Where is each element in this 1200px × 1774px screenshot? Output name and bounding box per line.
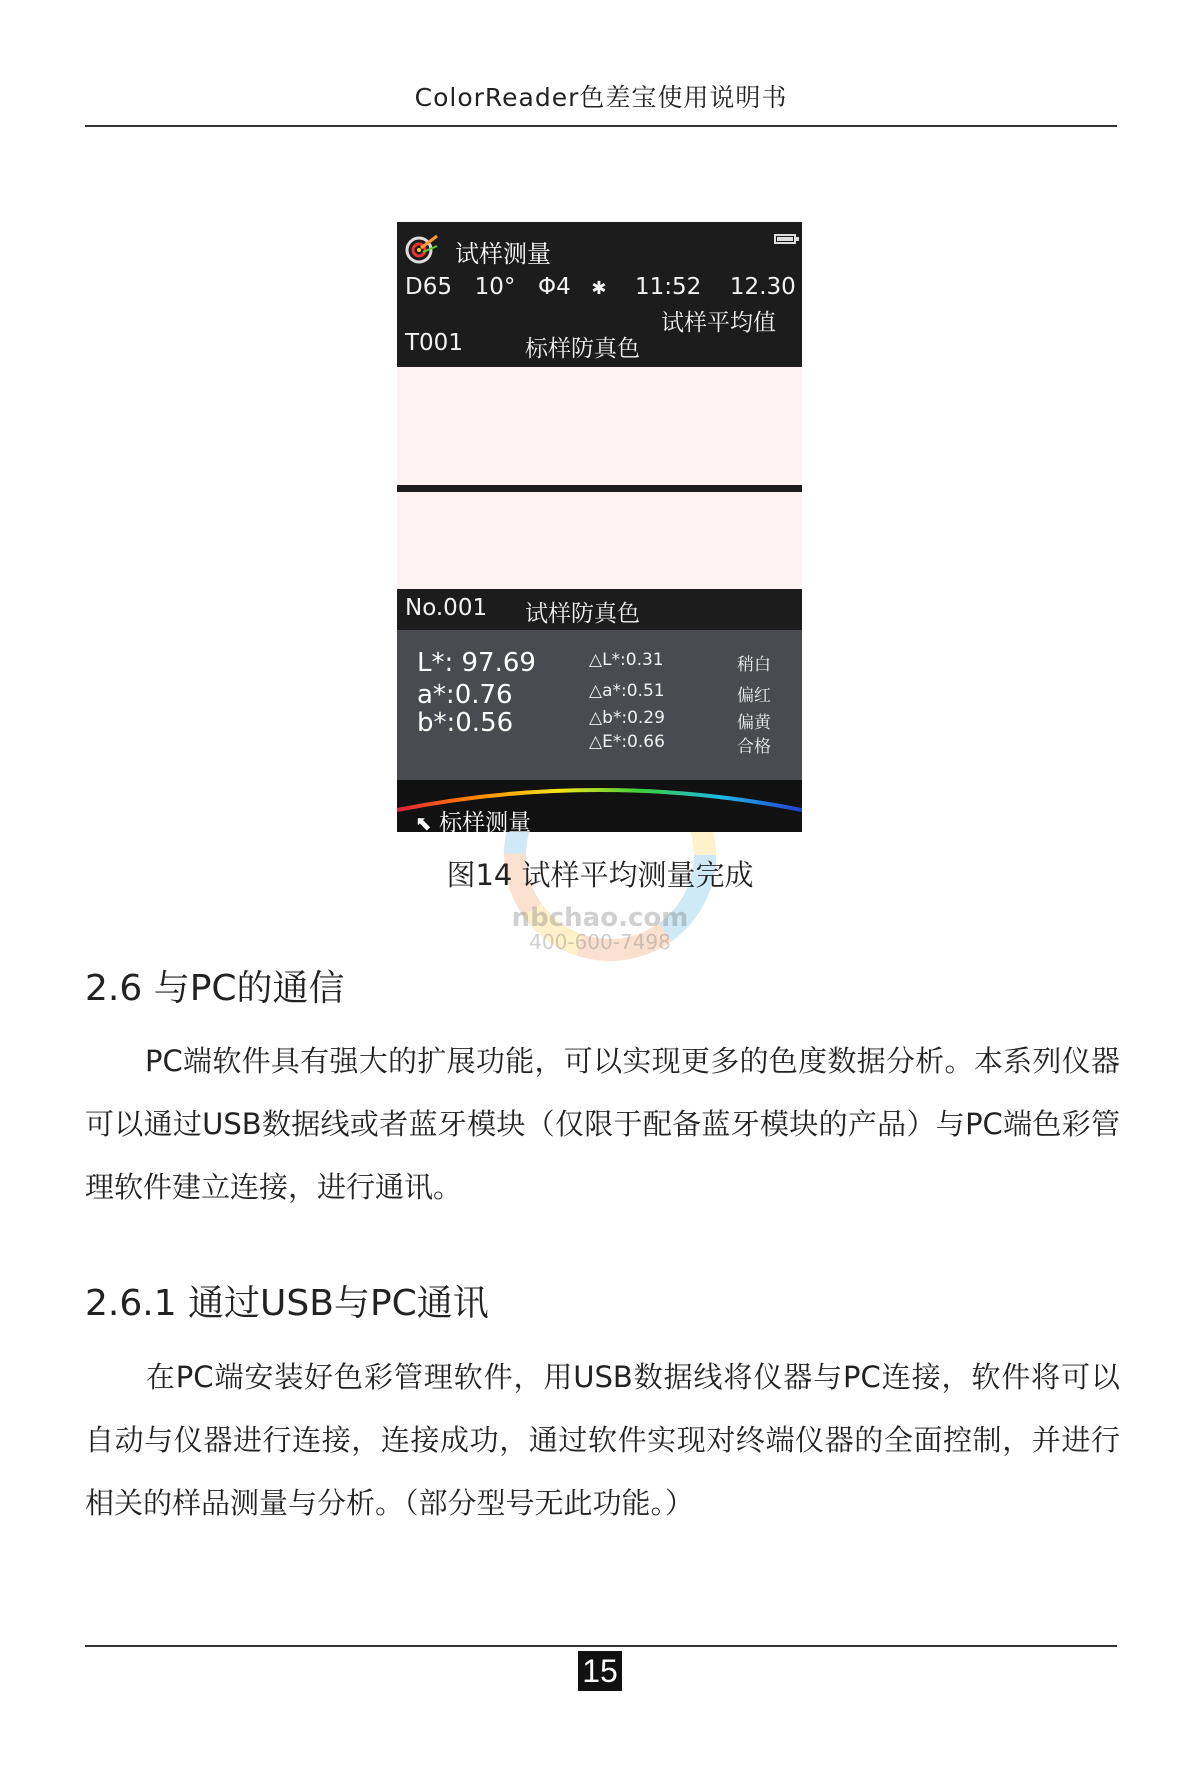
note-a: 偏红 — [737, 686, 771, 706]
sample-color-swatch — [397, 492, 802, 589]
bluetooth-icon: ✱ — [591, 278, 607, 299]
clock-row — [635, 274, 796, 300]
back-to-standard-button[interactable] — [415, 804, 531, 832]
watermark-text: nbchao.com 400-600-7498 — [511, 903, 689, 955]
standard-color-swatch — [397, 367, 802, 485]
measure-mode: 试样平均值 — [661, 310, 776, 336]
date: 12.30 — [729, 274, 796, 300]
color-data-panel — [397, 630, 802, 780]
header-divider — [85, 125, 1117, 127]
bottom-bar — [397, 780, 802, 832]
sample-name-bar — [397, 589, 802, 630]
illuminant-row — [405, 274, 606, 300]
back-arrow-icon: ⬉ — [415, 811, 432, 832]
page-number: 15 — [578, 1651, 622, 1691]
device-screen — [397, 222, 802, 832]
illuminant: D65 — [405, 274, 452, 300]
note-l: 稍白 — [737, 655, 771, 675]
delta-e: △E*:0.66 — [589, 732, 665, 752]
aperture: Φ4 — [538, 274, 571, 300]
observer-angle: 10° — [474, 274, 516, 300]
footer-divider — [85, 1645, 1117, 1647]
app-logo-icon — [405, 232, 439, 266]
delta-l: △L*:0.31 — [589, 650, 664, 670]
back-label-text: 标样测量 — [439, 810, 532, 832]
standard-name: 标样防真色 — [525, 336, 640, 362]
note-b: 偏黄 — [737, 713, 771, 733]
a-value: a*:0.76 — [417, 680, 513, 710]
b-value: b*:0.56 — [417, 708, 514, 738]
battery-icon — [774, 234, 796, 244]
standard-id: T001 — [405, 330, 463, 356]
sample-id: No.001 — [405, 595, 488, 621]
note-e: 合格 — [737, 737, 771, 757]
time: 11:52 — [635, 274, 702, 300]
section-heading-2-6-1: 2.6.1 通过USB与PC通讯 — [85, 1283, 489, 1324]
delta-a: △a*:0.51 — [589, 681, 665, 701]
section-body-2-6-1: 在PC端安装好色彩管理软件，用USB数据线将仪器与PC连接，软件将可以自动与仪器进行连接，连接成功，通过软件实现对终端仪器的全面控制，并进行相关的样品测量与分析。（部分型号无此功能。） — [85, 1360, 1120, 1520]
document-header: ColorReader色差宝使用说明书 — [414, 83, 788, 112]
delta-b: △b*:0.29 — [589, 708, 665, 728]
section-body-2-6: PC端软件具有强大的扩展功能，可以实现更多的色度数据分析。本系列仪器可以通过USB数据线或者蓝牙模块（仅限于配备蓝牙模块的产品）与PC端色彩管理软件建立连接，进行通讯。 — [85, 1044, 1120, 1204]
l-value: L*: 97.69 — [417, 648, 536, 678]
section-heading-2-6: 2.6 与PC的通信 — [85, 968, 345, 1009]
figure-caption: 图14 试样平均测量完成 — [446, 858, 754, 892]
sample-name: 试样防真色 — [525, 601, 640, 627]
screen-title: 试样测量 — [455, 240, 551, 268]
